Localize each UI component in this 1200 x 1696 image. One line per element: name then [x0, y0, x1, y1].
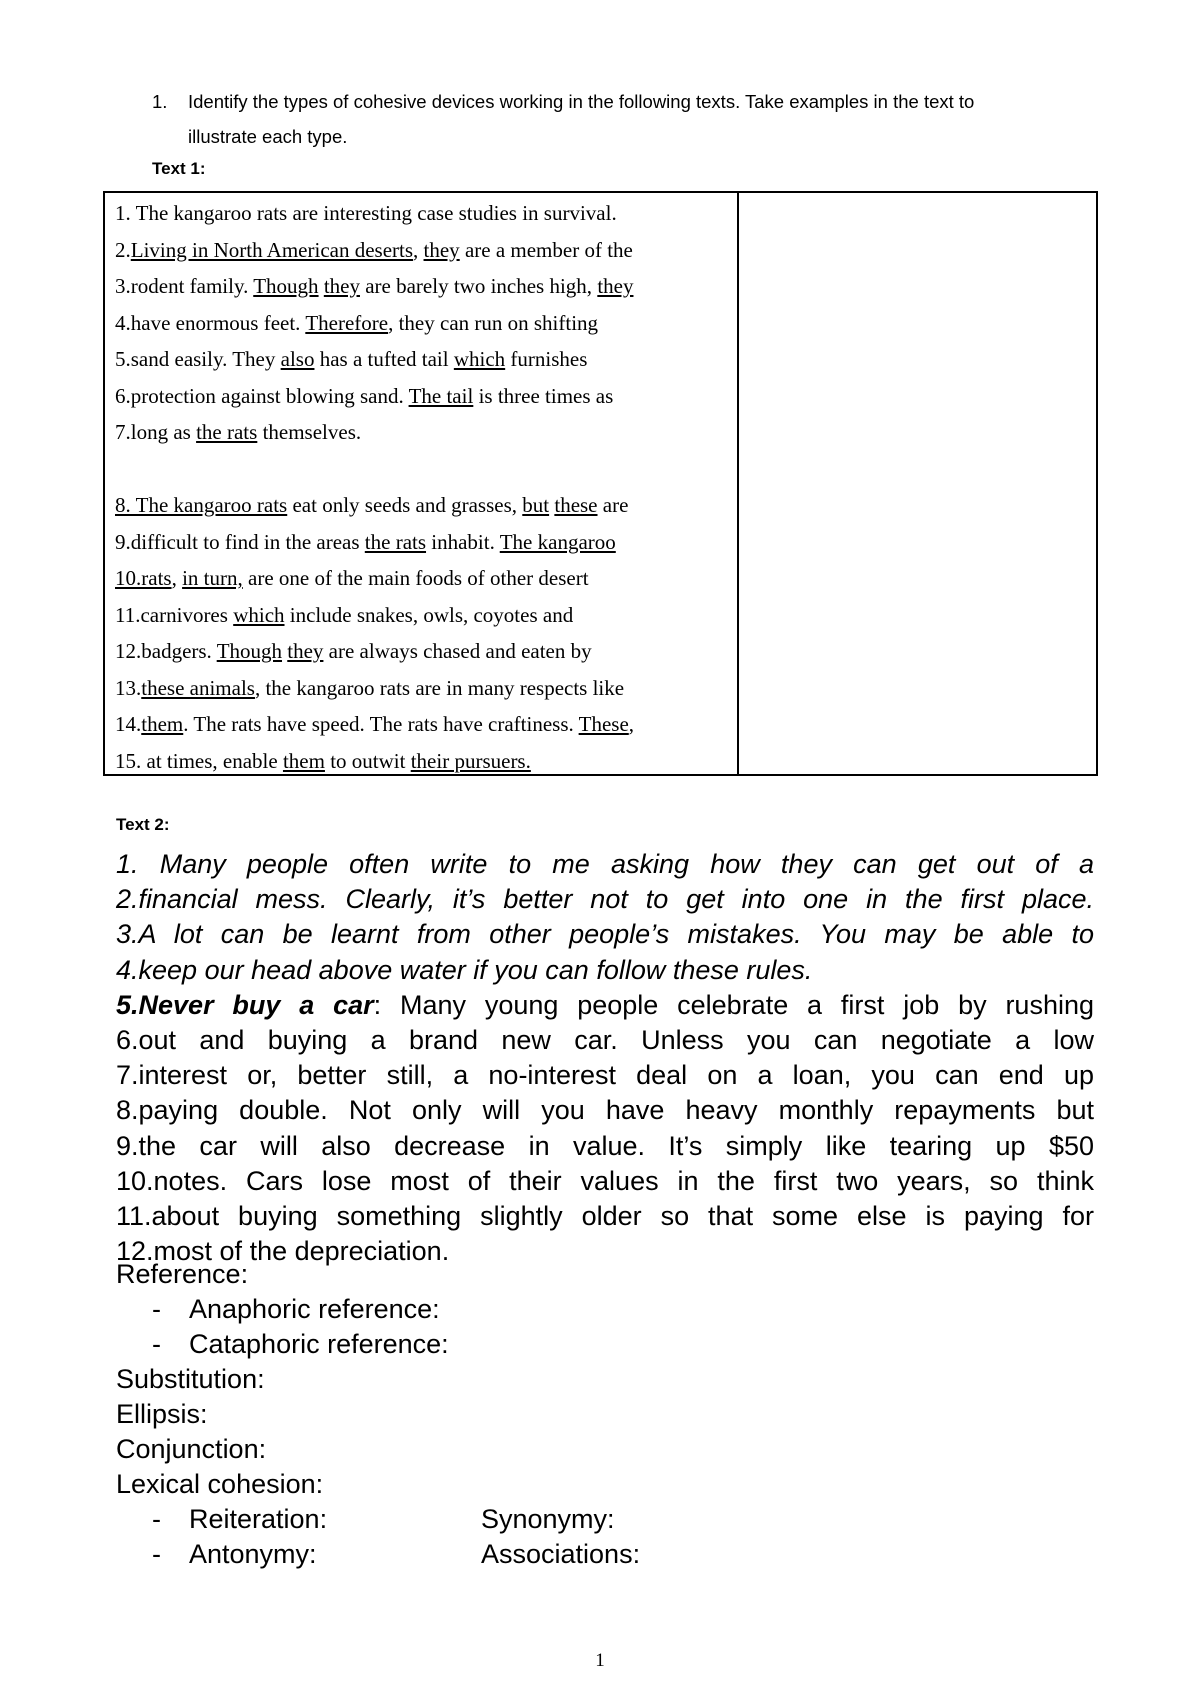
text-segment: 12.most of the depreciation. [116, 1236, 450, 1267]
text1-line [115, 378, 735, 415]
text2-line [116, 917, 1094, 952]
text-segment: 7.long as [115, 420, 197, 444]
text-segment: 11.about buying something slightly older so that some else is paying for [116, 1200, 1094, 1231]
text-segment: , the kangaroo rats are in many respects like [254, 675, 625, 700]
text-segment: furnishes [505, 347, 588, 371]
page-number: 1 [595, 1650, 605, 1671]
instruction [152, 84, 1072, 154]
text-segment: 1. Many people often write to me asking how they can get out of a [116, 849, 1094, 879]
text1-line [115, 341, 735, 378]
rule-heading: 5.Never buy a car [116, 989, 374, 1020]
underlined-device: which [453, 347, 506, 371]
text-segment: eat only seeds and grasses, [287, 493, 523, 517]
instruction-line-1: Identify the types of cohesive devices working in the following texts. Take examples in the text to [188, 91, 975, 112]
text-segment: 6.protection against blowing sand. [115, 383, 409, 408]
text1-line [115, 597, 735, 634]
underlined-device: they [287, 639, 324, 663]
conjunction-label: Conjunction: [116, 1434, 267, 1464]
text2-line [116, 1164, 1094, 1199]
text-segment: 13. [115, 675, 142, 700]
text-segment: , [628, 712, 635, 736]
text2-line [116, 1093, 1094, 1128]
text2-line [116, 1199, 1094, 1234]
text-segment: 11.carnivores [115, 602, 234, 627]
text2-line [116, 953, 1094, 988]
text2-line [116, 847, 1094, 882]
text1-line [115, 305, 735, 342]
underlined-device: These [578, 712, 629, 736]
instruction-number: 1. [152, 91, 168, 112]
text1-line [115, 232, 735, 269]
text-segment: 10.notes. Cars lose most of their values in the first two years, so think [116, 1165, 1094, 1196]
underlined-device: but [522, 493, 550, 517]
text-segment: 12.badgers. [115, 639, 217, 663]
text2-line [116, 882, 1094, 917]
underlined-device: The kangaroo [499, 529, 616, 554]
text-segment: are [597, 493, 629, 517]
text-segment: 8.paying double. Not only will you have heavy monthly repayments but [116, 1095, 1094, 1126]
bullet-dash: - [152, 1539, 161, 1569]
text-segment: is three times as [473, 383, 614, 408]
text-segment: are barely two inches high, [359, 274, 598, 298]
underlined-device: 8. The kangaroo rats [115, 493, 288, 517]
substitution-label: Substitution: [116, 1364, 265, 1394]
bullet-dash: - [152, 1294, 161, 1324]
underlined-device: they [423, 237, 460, 262]
text-segment: inhabit. [426, 529, 500, 554]
text1-line [115, 524, 735, 561]
text1-line [115, 268, 735, 305]
text-segment: are always chased and eaten by [323, 639, 592, 663]
text1-passage [115, 195, 735, 779]
text-segment: 9.the car will also decrease in value. It’s simply like tearing up $50 [116, 1130, 1094, 1161]
text2-line [116, 1058, 1094, 1093]
underlined-device: them [282, 748, 325, 773]
underlined-device: these [554, 493, 598, 517]
reference-label: Reference: [116, 1259, 249, 1289]
text1-passage-cell [105, 193, 739, 774]
underlined-device: also [280, 347, 315, 371]
underlined-device: Though [216, 639, 283, 663]
text1-line [115, 487, 735, 524]
underlined-device: which [233, 602, 285, 627]
synonymy-label: Synonymy: [481, 1504, 615, 1534]
text-segment: 3.rodent family. [115, 274, 254, 298]
underlined-device: Though [253, 274, 319, 298]
associations-label: Associations: [481, 1539, 641, 1569]
reiteration-row [116, 1502, 1016, 1537]
substitution-heading [116, 1362, 1016, 1397]
text-segment: . The rats have speed. The rats have craftiness. [183, 712, 579, 736]
text1-line [115, 706, 735, 743]
text-segment: 15. at times, enable [115, 748, 283, 773]
anaphoric-row [116, 1292, 1016, 1327]
text1-line [115, 633, 735, 670]
cohesion-categories [116, 1257, 1016, 1572]
ellipsis-heading [116, 1397, 1016, 1432]
underlined-device: 10.rats [115, 566, 172, 590]
text2-line [116, 1129, 1094, 1164]
text-segment: are one of the main foods of other desert [242, 566, 589, 590]
text1-line [115, 560, 735, 597]
underlined-device: the rats [196, 420, 258, 444]
underlined-device: their pursuers. [410, 748, 531, 773]
text-segment: to outwit [324, 748, 411, 773]
conjunction-heading [116, 1432, 1016, 1467]
text-segment: , [171, 566, 183, 590]
text-segment: 7.interest or, better still, a no-interest deal on a loan, you can end up [116, 1060, 1094, 1091]
text-segment: 9.difficult to find in the areas [115, 529, 365, 554]
underlined-device: Therefore [305, 310, 389, 335]
underlined-device: they [323, 274, 360, 298]
instruction-line-2: illustrate each type. [188, 126, 348, 147]
ellipsis-label: Ellipsis: [116, 1399, 208, 1429]
text1-line [115, 670, 735, 707]
anaphoric-label: Anaphoric reference: [189, 1294, 440, 1324]
lexical-heading [116, 1467, 1016, 1502]
underlined-device: in turn, [182, 566, 243, 590]
text-segment: , they can run on shifting [388, 310, 599, 335]
text-segment: 2.financial mess. Clearly, it’s better not to get into one in the first place. [116, 884, 1094, 915]
underlined-device: The tail [408, 383, 474, 408]
text1-table [103, 191, 1098, 776]
text1-line [115, 414, 735, 451]
lexical-label: Lexical cohesion: [116, 1469, 324, 1499]
underlined-device: they [597, 274, 634, 298]
antonymy-row [116, 1537, 1016, 1572]
text-segment: 5.sand easily. They [115, 347, 281, 371]
text2-line [116, 1023, 1094, 1058]
underlined-device: these animals [141, 675, 255, 700]
text1-line [115, 451, 735, 488]
text-segment: include snakes, owls, coyotes and [284, 602, 574, 627]
underlined-device: them [141, 712, 184, 736]
text-segment: 14. [115, 712, 142, 736]
text1-line [115, 743, 735, 780]
text-segment: themselves. [257, 420, 362, 444]
text1-label: Text 1: [152, 159, 206, 178]
underlined-device: Living in North American deserts [130, 237, 414, 262]
text1-answer-cell [739, 193, 1096, 774]
text-segment: : Many young people celebrate a first job by rushing [373, 989, 1094, 1020]
text2-label: Text 2: [116, 815, 170, 834]
text-segment: 3.A lot can be learnt from other people’s mistakes. You may be able to [116, 919, 1094, 950]
text2-line [116, 988, 1094, 1023]
text-segment: 6.out and buying a brand new car. Unless you can negotiate a low [116, 1024, 1094, 1055]
text-segment: , [413, 237, 424, 262]
bullet-dash: - [152, 1504, 161, 1534]
bullet-dash: - [152, 1329, 161, 1359]
reference-heading [116, 1257, 1016, 1292]
text2-passage [116, 847, 1094, 1269]
underlined-device: the rats [364, 529, 427, 554]
reiteration-label: Reiteration: [189, 1504, 328, 1534]
text-segment: 2. [115, 237, 131, 262]
text-segment: 4.keep our head above water if you can follow these rules. [116, 954, 813, 985]
text1-line [115, 195, 735, 232]
text-segment: 4.have enormous feet. [115, 310, 306, 335]
text-segment: are a member of the [459, 237, 633, 262]
antonymy-label: Antonymy: [189, 1539, 317, 1569]
cataphoric-row [116, 1327, 1016, 1362]
text-segment: 1. The kangaroo rats are interesting case studies in survival. [115, 201, 617, 225]
cataphoric-label: Cataphoric reference: [189, 1329, 449, 1359]
text-segment: has a tufted tail [314, 347, 454, 371]
